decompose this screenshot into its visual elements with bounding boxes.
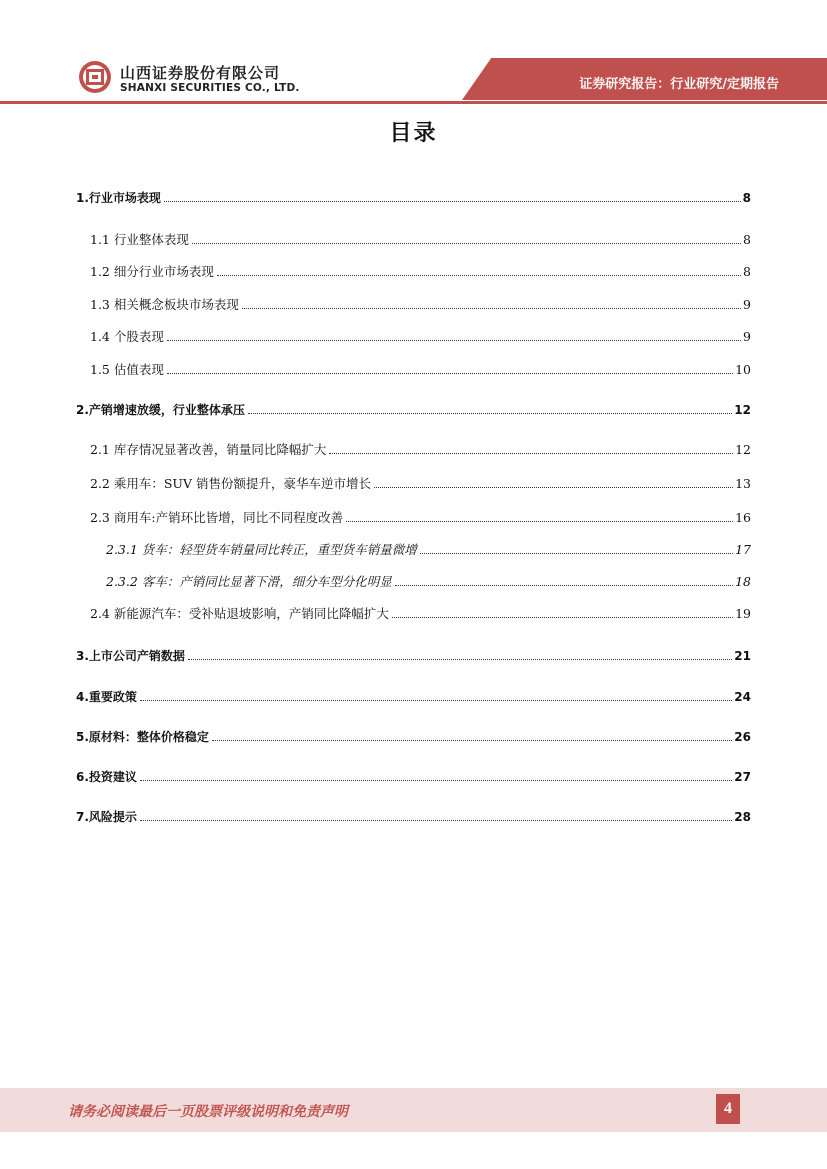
toc-entry-page: 8: [742, 191, 751, 205]
toc-entry-page: 12: [735, 442, 751, 457]
toc-entry-title: 1.行业市场表现: [76, 191, 161, 205]
toc-entry-page: 13: [735, 476, 751, 491]
company-name-cn: 山西证券股份有限公司: [120, 64, 281, 82]
toc-entry-title: 1.1 行业整体表现: [90, 232, 189, 247]
toc-leader-dots: [248, 400, 732, 414]
toc-leader-dots: [420, 540, 733, 554]
toc-leader-dots: [167, 327, 741, 341]
toc-entry[interactable]: [106, 572, 751, 590]
toc-entry[interactable]: [106, 540, 751, 558]
toc-entry-page: 12: [734, 403, 751, 417]
shanxi-securities-logo-icon: [78, 60, 112, 94]
toc-entry-page: 9: [743, 329, 751, 344]
toc-leader-dots: [346, 508, 733, 522]
company-name-en: SHANXI SECURITIES CO., LTD.: [120, 82, 300, 94]
toc-entry[interactable]: [90, 440, 751, 458]
toc-leader-dots: [374, 474, 733, 488]
toc-entry-title: 1.2 细分行业市场表现: [90, 264, 214, 279]
toc-entry-page: 8: [743, 264, 751, 279]
toc-entry[interactable]: [76, 646, 751, 664]
toc-entry-title: 2.3.2 客车：产销同比显著下滑，细分车型分化明显: [106, 574, 392, 589]
toc-entry[interactable]: [76, 188, 751, 206]
toc-leader-dots: [217, 262, 741, 276]
toc-entry-title: 2.产销增速放缓，行业整体承压: [76, 403, 245, 417]
toc-entry-page: 16: [735, 510, 751, 525]
toc-entry-title: 3.上市公司产销数据: [76, 649, 185, 663]
toc-entry-title: 2.3 商用车:产销环比皆增，同比不同程度改善: [90, 510, 344, 525]
toc-entry[interactable]: [76, 400, 751, 418]
toc-entry-title: 4.重要政策: [76, 690, 137, 704]
toc-entry[interactable]: [76, 687, 751, 705]
toc-leader-dots: [164, 188, 741, 202]
toc-entry-title: 1.4 个股表现: [90, 329, 164, 344]
toc-entry-page: 9: [743, 297, 751, 312]
report-type-label: 证券研究报告：行业研究/定期报告: [579, 77, 779, 92]
toc-entry[interactable]: [90, 508, 751, 526]
toc-entry-title: 7.风险提示: [76, 810, 137, 824]
toc-entry-title: 2.1 库存情况显著改善，销量同比降幅扩大: [90, 442, 327, 457]
toc-entry-title: 1.5 估值表现: [90, 362, 164, 377]
toc-entry-page: 27: [734, 770, 751, 784]
toc-entry-page: 28: [734, 810, 751, 824]
header-divider: [0, 101, 827, 104]
toc-leader-dots: [212, 727, 732, 741]
toc-entry-page: 26: [734, 730, 751, 744]
toc-entry-page: 8: [743, 232, 751, 247]
toc-entry-page: 18: [735, 574, 751, 589]
toc-entry[interactable]: [76, 807, 751, 825]
toc-entry-title: 2.3.1 货车：轻型货车销量同比转正，重型货车销量微增: [106, 542, 417, 557]
toc-entry-page: 10: [735, 362, 751, 377]
toc-entry[interactable]: [90, 230, 751, 248]
toc-entry-page: 19: [735, 606, 751, 621]
page-number: 4: [716, 1094, 740, 1124]
toc-entry-title: 5.原材料：整体价格稳定: [76, 730, 209, 744]
toc-entry[interactable]: [90, 295, 751, 313]
toc-entry-page: 24: [734, 690, 751, 704]
toc-leader-dots: [167, 360, 733, 374]
toc-leader-dots: [140, 687, 732, 701]
toc-leader-dots: [395, 572, 733, 586]
toc-leader-dots: [242, 295, 741, 309]
toc-entry[interactable]: [76, 767, 751, 785]
toc-entry-page: 21: [734, 649, 751, 663]
toc-leader-dots: [188, 646, 732, 660]
page-title: 目录: [389, 121, 438, 146]
toc-leader-dots: [192, 230, 741, 244]
toc-entry[interactable]: [90, 474, 751, 492]
toc-leader-dots: [392, 604, 733, 618]
page-header: [0, 0, 827, 110]
toc-entry[interactable]: [90, 262, 751, 280]
toc-entry[interactable]: [90, 604, 751, 622]
toc-entry-title: 2.2 乘用车：SUV 销售份额提升，豪华车逆市增长: [90, 476, 371, 491]
toc-entry-title: 2.4 新能源汽车：受补贴退坡影响，产销同比降幅扩大: [90, 606, 389, 621]
toc-entry-title: 1.3 相关概念板块市场表现: [90, 297, 239, 312]
toc-entry-title: 6.投资建议: [76, 770, 137, 784]
toc-entry[interactable]: [90, 360, 751, 378]
toc-leader-dots: [329, 440, 733, 454]
toc-entry-page: 17: [735, 542, 751, 557]
toc-entry[interactable]: [76, 727, 751, 745]
toc-leader-dots: [140, 807, 732, 821]
toc-entry[interactable]: [90, 327, 751, 345]
toc-leader-dots: [140, 767, 732, 781]
disclaimer-notice: 请务必阅读最后一页股票评级说明和免责声明: [68, 1104, 348, 1120]
